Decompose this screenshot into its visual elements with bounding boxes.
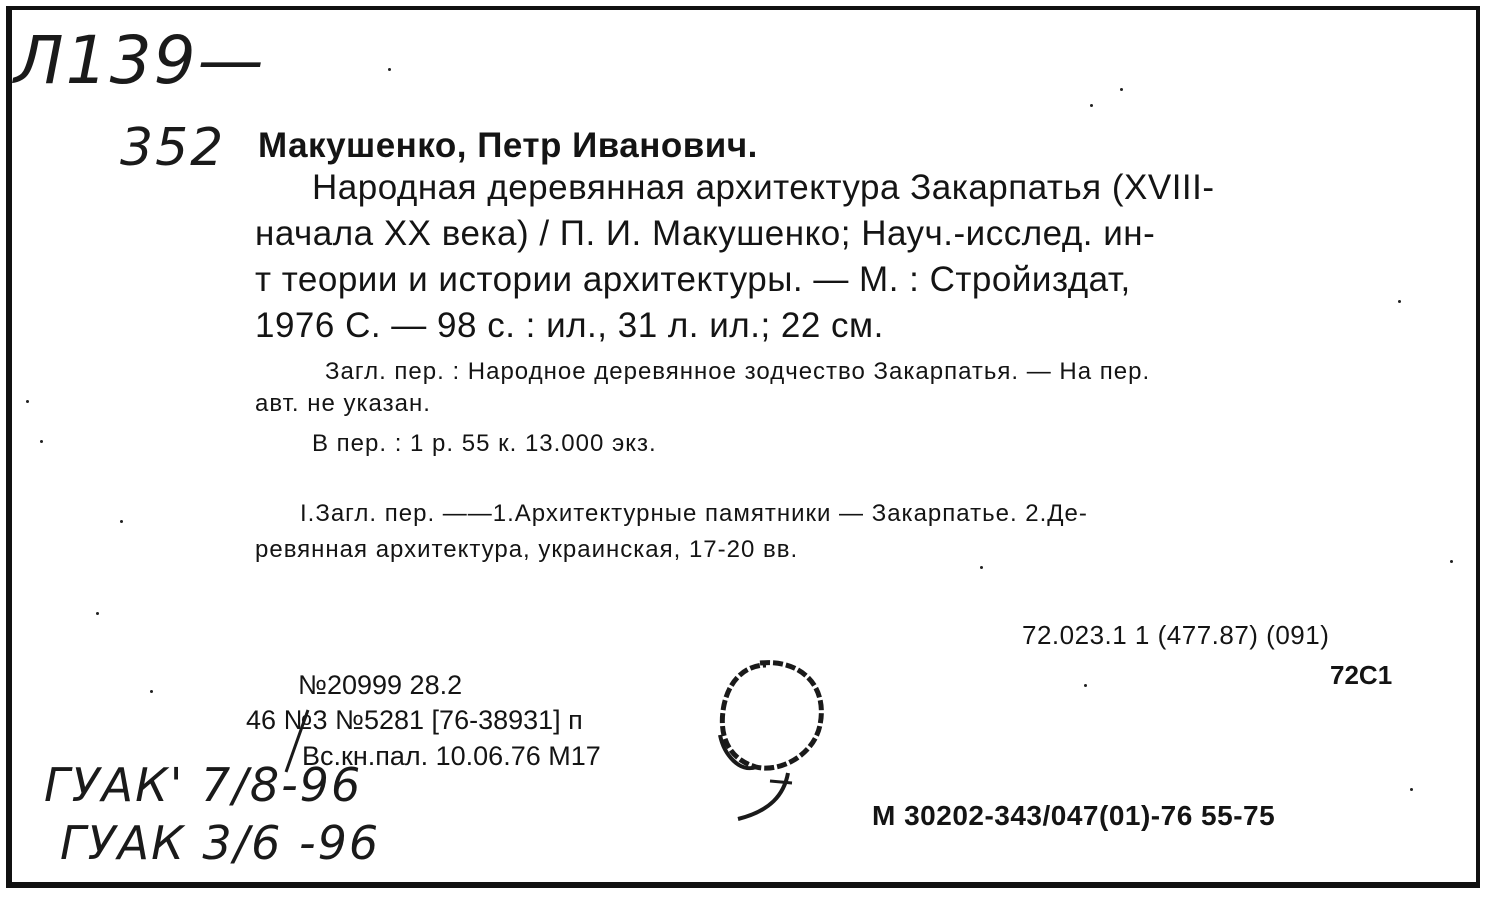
tracing-line-1: I.Загл. пер. ——1.Архитектурные памятники — Закарпатье. 2.Де- bbox=[300, 500, 1088, 527]
speck bbox=[1398, 300, 1401, 303]
price-line: В пер. : 1 р. 55 к. 13.000 экз. bbox=[312, 430, 657, 457]
library-mark-2: ГУАК 3/6 -96 bbox=[60, 816, 381, 870]
registration-line-2: 46 №3 №5281 [76-38931] п bbox=[246, 705, 583, 735]
speck bbox=[1090, 104, 1093, 107]
title-line-2: начала XX века) / П. И. Макушенко; Науч.-исслед. ин- bbox=[255, 214, 1156, 253]
registration-line-1: №20999 28.2 bbox=[298, 670, 463, 700]
library-mark-1: ГУАК' 7/8-96 bbox=[44, 758, 363, 812]
title-line-1: Народная деревянная архитектура Закарпатья (XVIII- bbox=[312, 168, 1215, 207]
tracing-line-2: ревянная архитектура, украинская, 17-20 вв. bbox=[255, 536, 799, 563]
call-number-bottom: 352 bbox=[120, 118, 226, 178]
note-line-1: Загл. пер. : Народное деревянное зодчество Закарпатья. — На пер. bbox=[325, 358, 1151, 385]
speck bbox=[980, 566, 983, 569]
speck bbox=[1084, 684, 1087, 687]
publisher-code: М 30202-343/047(01)-76 55-75 bbox=[872, 800, 1276, 831]
bbk-index: 72С1 bbox=[1330, 660, 1393, 690]
speck bbox=[96, 612, 99, 615]
registration-line-3: Вс.кн.пал. 10.06.76 М17 bbox=[302, 741, 601, 771]
speck bbox=[40, 440, 43, 443]
author-heading: Макушенко, Петр Иванович. bbox=[258, 126, 758, 165]
speck bbox=[26, 400, 29, 403]
speck bbox=[1120, 88, 1123, 91]
call-number-top: Л139— bbox=[14, 22, 266, 99]
speck bbox=[120, 520, 123, 523]
note-line-2: авт. не указан. bbox=[255, 390, 431, 417]
title-line-4: 1976 С. — 98 с. : ил., 31 л. ил.; 22 см. bbox=[255, 306, 884, 345]
title-line-3: т теории и истории архитектуры. — М. : Стройиздат, bbox=[255, 260, 1131, 299]
speck bbox=[150, 690, 153, 693]
speck bbox=[1450, 560, 1453, 563]
udc-index: 72.023.1 1 (477.87) (091) bbox=[1022, 620, 1330, 650]
speck bbox=[1410, 788, 1413, 791]
speck bbox=[388, 68, 391, 71]
loop-mark bbox=[700, 655, 840, 825]
